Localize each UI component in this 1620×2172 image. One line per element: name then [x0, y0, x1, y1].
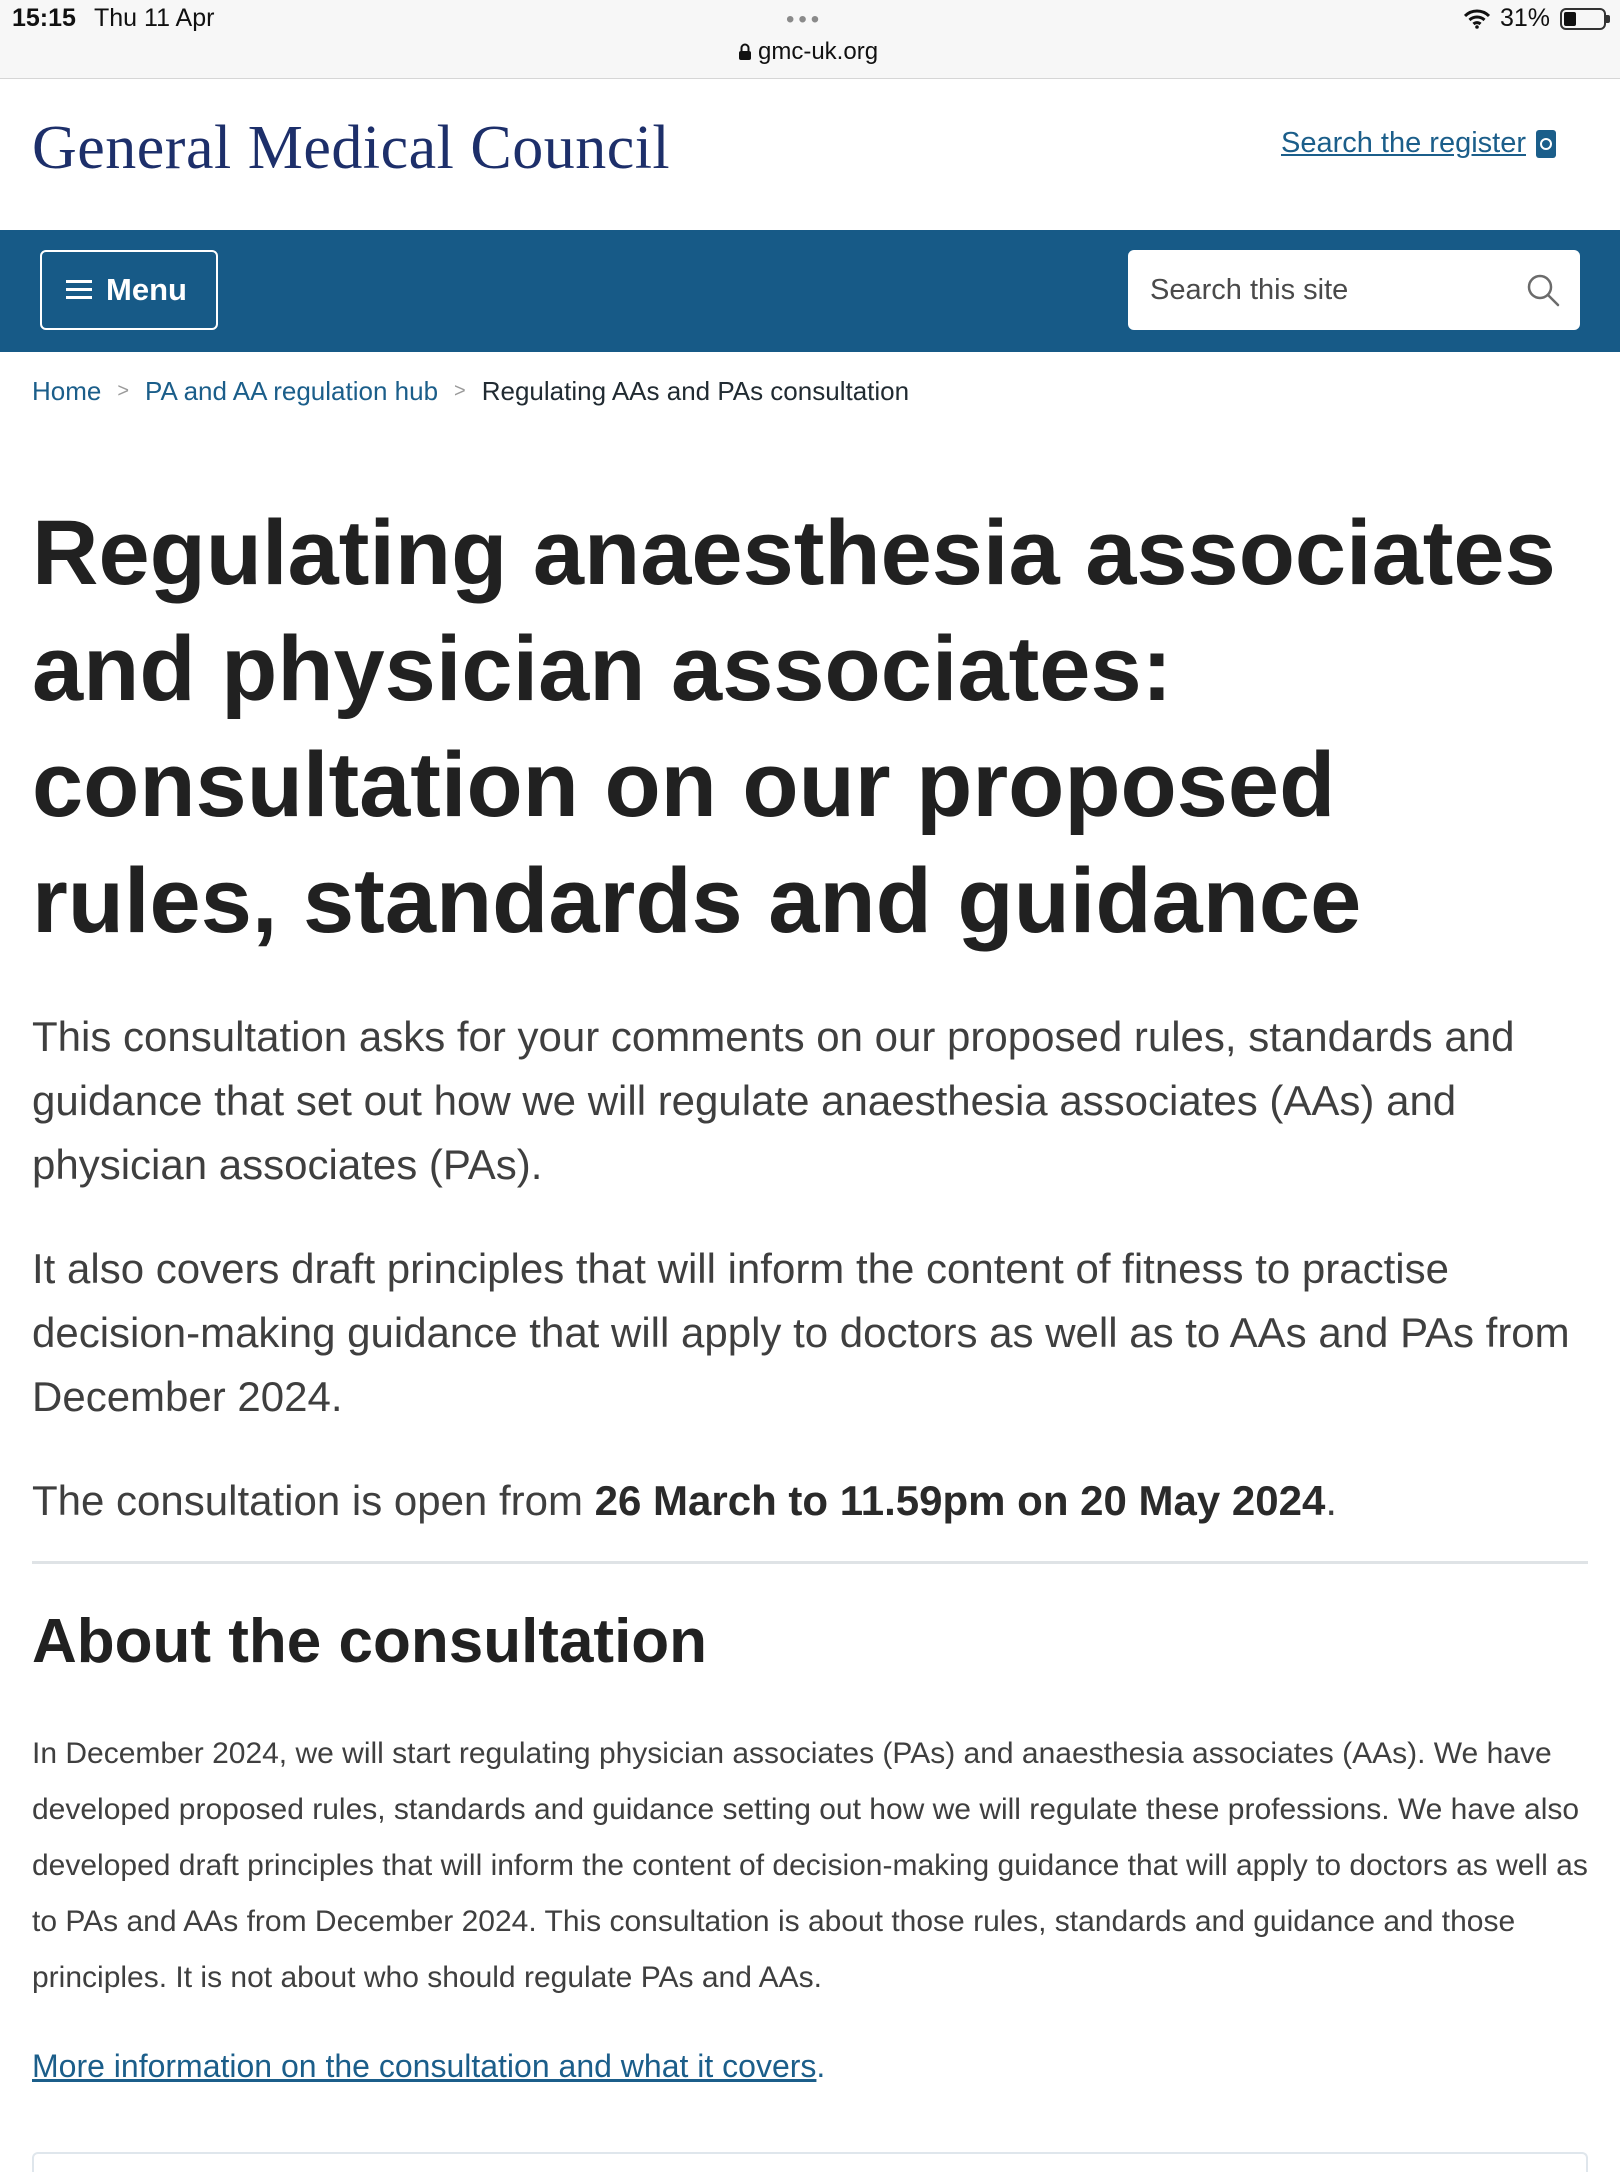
consultation-dates — [32, 1469, 1592, 1533]
more-info — [32, 2048, 1592, 2085]
gmc-logo[interactable]: General Medical Council — [32, 114, 671, 182]
search-input[interactable] — [1148, 273, 1492, 308]
more-info-link[interactable]: More information on the consultation and what it covers — [32, 2048, 817, 2084]
breadcrumb-hub[interactable]: PA and AA regulation hub — [145, 376, 439, 406]
next-section-card — [32, 2152, 1588, 2172]
status-time: 15:15 — [12, 4, 76, 32]
register-search-icon — [1536, 130, 1556, 158]
hamburger-icon — [66, 280, 92, 300]
url-text: gmc-uk.org — [758, 38, 879, 65]
dates-suffix: . — [1325, 1477, 1338, 1524]
breadcrumb-separator: > — [117, 380, 130, 402]
search-register-label: Search the register — [1280, 127, 1526, 159]
status-indicators — [1464, 4, 1606, 33]
address-bar[interactable] — [738, 38, 878, 66]
section-title: About the consultation — [32, 1607, 708, 1676]
breadcrumb — [32, 376, 909, 407]
status-date: Thu 11 Apr — [94, 4, 215, 32]
breadcrumb-home[interactable]: Home — [32, 376, 102, 406]
nav-bar — [0, 230, 1620, 352]
wifi-icon — [1464, 9, 1490, 29]
site-search — [1128, 250, 1580, 330]
lead-paragraph-2: It also covers draft principles that will inform the content of fitness to practise decision-making guidance that will apply to doctors as well as to AAs and PAs from December 2024. — [32, 1245, 1570, 1420]
site-header — [0, 79, 1620, 229]
dates-range: 26 March to 11.59pm on 20 May 2024 — [594, 1477, 1326, 1524]
breadcrumb-separator: > — [454, 380, 466, 402]
battery-level — [1564, 12, 1576, 26]
about-paragraph: In December 2024, we will start regulating physician associates (PAs) and anaesthesia associates (AAs). We have developed proposed rules, standards and guidance setting out how we will regulate these professions. We have also developed draft principles that will inform the content of decision-making guidance that will apply to doctors as well as to PAs and AAs from December 2024. This consultation is about those rules, standards and guidance and those principles. It is not about who should regulate PAs and AAs. — [32, 1737, 1588, 1994]
lock-icon — [738, 43, 752, 61]
page-title: Regulating anaesthesia associates and physician associates: consultation on our proposed rules, standards and guidance — [32, 502, 1556, 952]
menu-button[interactable] — [40, 250, 218, 330]
more-info-suffix: . — [816, 2048, 826, 2084]
main-content — [32, 495, 1592, 2085]
battery-icon — [1560, 8, 1606, 30]
tab-options-icon[interactable]: ••• — [786, 6, 824, 33]
search-register-link[interactable] — [1281, 127, 1556, 160]
search-icon[interactable] — [1526, 273, 1560, 307]
battery-percent: 31% — [1499, 4, 1550, 32]
status-bar — [0, 0, 1620, 79]
dates-prefix: The consultation is open from — [32, 1477, 595, 1524]
menu-label: Menu — [106, 272, 187, 307]
divider — [32, 1561, 1588, 1564]
lead-paragraph-1: This consultation asks for your comments on our proposed rules, standards and guidance that set out how we will regulate anaesthesia associates (AAs) and physician associates (PAs). — [32, 1013, 1515, 1188]
breadcrumb-current: Regulating AAs and PAs consultation — [481, 376, 910, 406]
